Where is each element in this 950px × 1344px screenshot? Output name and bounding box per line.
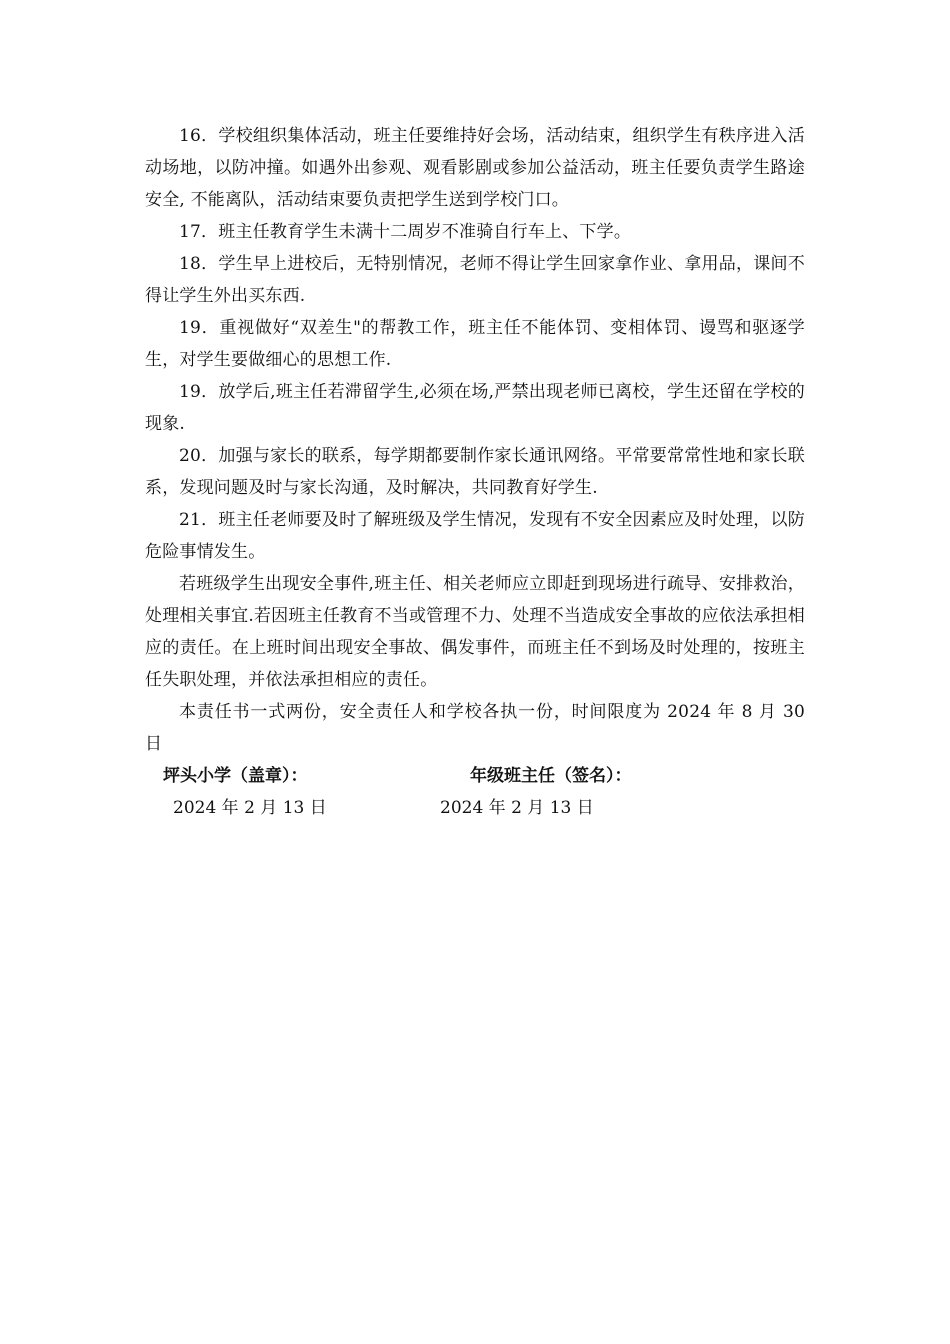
teacher-signature-label: 年级班主任（签名）： — [470, 766, 632, 786]
paragraph-17: 17．班主任教育学生未满十二周岁不准骑自行车上、下学。 — [179, 222, 632, 242]
paragraph-19a: 19．重视做好“双差生"的帮教工作，班主任不能体罚、变相体罚、谩骂和驱逐学生，对学生要做细心的思想工作. — [145, 318, 805, 370]
paragraph-incident-handling: 若班级学生出现安全事件,班主任、相关老师应立即赶到现场进行疏导、安排救治，处理相关事宜.若因班主任教育不当或管理不力、处理不当造成安全事故的应依法承担相应的责任。在上班时间出现安全事故、偶发事件，而班主任不到场及时处理的，按班主任失职处理，并依法承担相应的责任。 — [145, 574, 805, 690]
paragraph-16: 16．学校组织集体活动，班主任要维持好会场，活动结束，组织学生有秩序进入活动场地，以防冲撞。如遇外出参观、观看影剧或参加公益活动，班主任要负责学生路途安全, 不能离队，活动结束要负责把学生送到学校门口。 — [145, 126, 805, 210]
teacher-date: 2024 年 2 月 13 日 — [440, 798, 594, 818]
paragraph-19b: 19．放学后,班主任若滞留学生,必须在场,严禁出现老师已离校，学生还留在学校的现象. — [145, 382, 805, 434]
paragraph-21: 21．班主任老师要及时了解班级及学生情况，发现有不安全因素应及时处理，以防危险事情发生。 — [145, 510, 805, 562]
signature-dates-row — [145, 792, 805, 824]
school-seal-label: 坪头小学（盖章）： — [163, 766, 308, 786]
paragraph-20: 20．加强与家长的联系，每学期都要制作家长通讯网络。平常要常常性地和家长联系，发现问题及时与家长沟通，及时解决，共同教育好学生. — [145, 446, 805, 498]
document-body — [145, 120, 805, 824]
paragraph-validity: 本责任书一式两份，安全责任人和学校各执一份，时间限度为 2024 年 8 月 30 日 — [145, 702, 805, 754]
paragraph-18: 18．学生早上进校后，无特别情况，老师不得让学生回家拿作业、拿用品，课间不得让学生外出买东西. — [145, 254, 805, 306]
school-date: 2024 年 2 月 13 日 — [173, 798, 327, 818]
signature-labels-row — [145, 760, 805, 792]
